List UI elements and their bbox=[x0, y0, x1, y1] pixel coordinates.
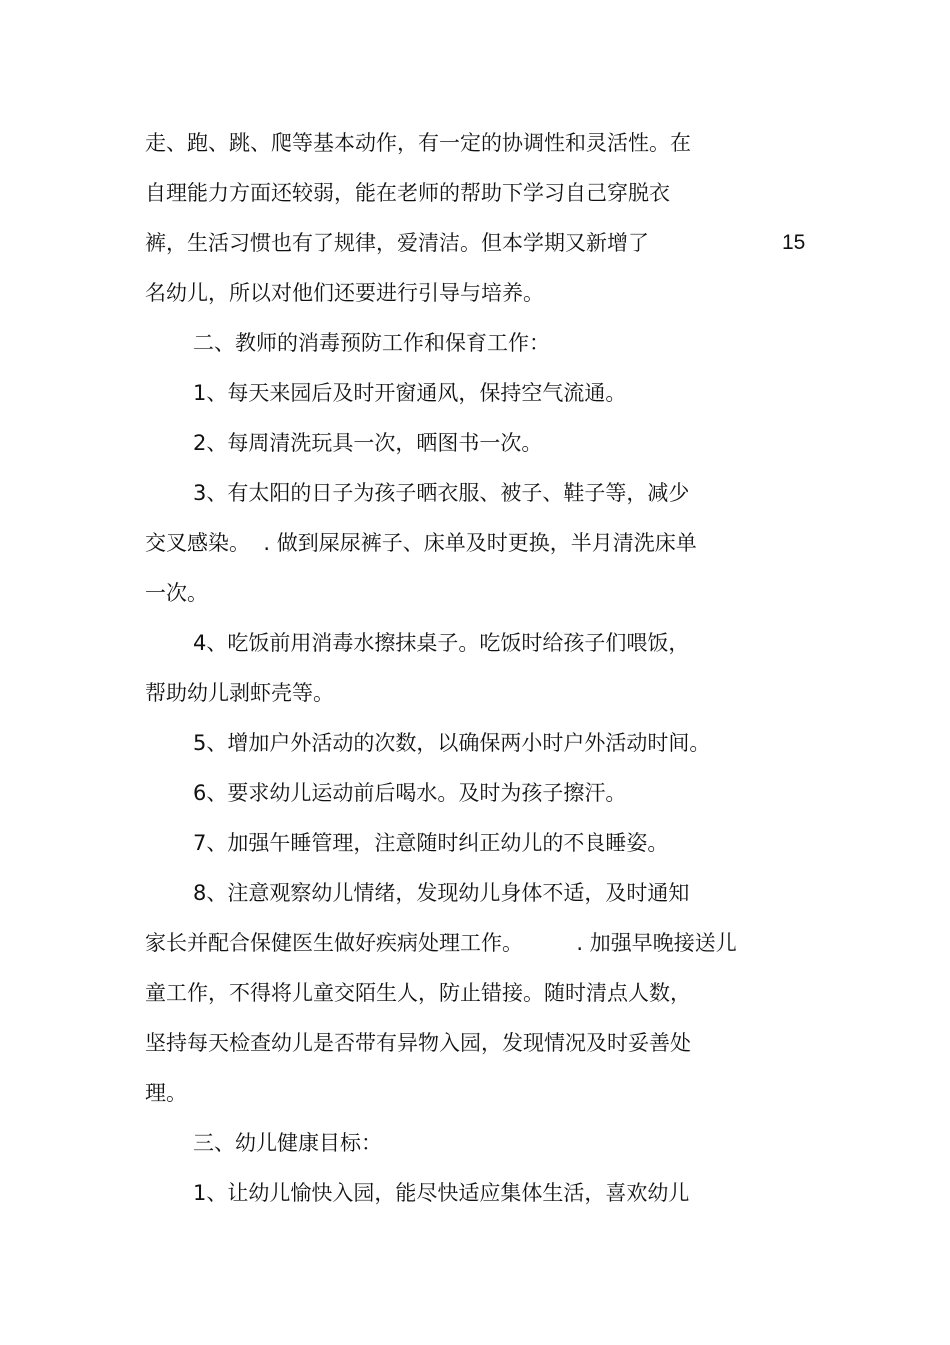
list-item: 1、每天来园后及时开窗通风，保持空气流通。 bbox=[193, 381, 627, 405]
body-text-line: 交叉感染。 . 做到屎尿裤子、床单及时更换，半月清洗床单 bbox=[145, 531, 697, 555]
list-item: 1、让幼儿愉快入园，能尽快适应集体生活，喜欢幼儿 bbox=[193, 1181, 690, 1205]
body-text-line: 家长并配合保健医生做好疾病处理工作。 . 加强早晚接送儿 bbox=[145, 931, 737, 955]
body-text-line: 名幼儿，所以对他们还要进行引导与培养。 bbox=[145, 281, 544, 305]
body-text-line: 坚持每天检查幼儿是否带有异物入园，发现情况及时妥善处 bbox=[145, 1031, 691, 1055]
section-heading: 二、教师的消毒预防工作和保育工作： bbox=[193, 331, 550, 355]
body-text-line: 帮助幼儿剥虾壳等。 bbox=[145, 681, 334, 705]
body-text-line: 走、跑、跳、爬等基本动作，有一定的协调性和灵活性。在 bbox=[145, 131, 691, 155]
list-item: 6、要求幼儿运动前后喝水。及时为孩子擦汗。 bbox=[193, 781, 627, 805]
body-text-line: 一次。 bbox=[145, 581, 208, 605]
list-item: 2、每周清洗玩具一次，晒图书一次。 bbox=[193, 431, 543, 455]
body-text-line: 理。 bbox=[145, 1081, 187, 1105]
list-item: 7、加强午睡管理，注意随时纠正幼儿的不良睡姿。 bbox=[193, 831, 669, 855]
body-text-line: 童工作，不得将儿童交陌生人，防止错接。随时清点人数， bbox=[145, 981, 691, 1005]
list-item: 3、有太阳的日子为孩子晒衣服、被子、鞋子等，减少 bbox=[193, 481, 690, 505]
list-item: 4、吃饭前用消毒水擦抹桌子。吃饭时给孩子们喂饭， bbox=[193, 631, 690, 655]
section-heading: 三、幼儿健康目标： bbox=[193, 1131, 382, 1155]
body-text-line: 裤，生活习惯也有了规律，爱清洁。但本学期又新增了 bbox=[145, 231, 649, 255]
list-item: 5、增加户外活动的次数，以确保两小时户外活动时间。 bbox=[193, 731, 711, 755]
body-text-line: 自理能力方面还较弱，能在老师的帮助下学习自己穿脱衣 bbox=[145, 181, 670, 205]
list-item: 8、注意观察幼儿情绪，发现幼儿身体不适，及时通知 bbox=[193, 881, 690, 905]
new-children-count: 15 bbox=[782, 231, 806, 254]
